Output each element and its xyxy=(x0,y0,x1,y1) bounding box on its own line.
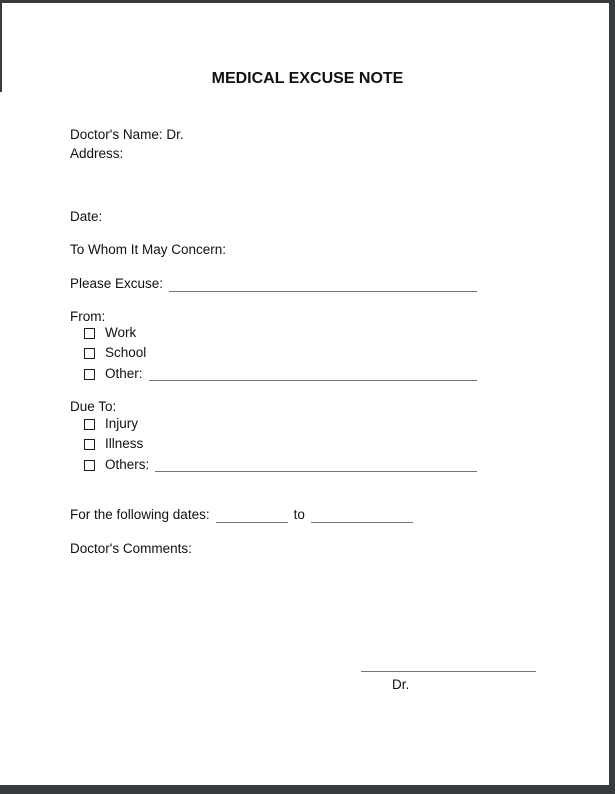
please-excuse-row xyxy=(70,276,477,292)
date-label: Date: xyxy=(70,209,103,224)
due-to-option-illness xyxy=(84,436,143,452)
address-label: Address: xyxy=(70,146,124,161)
due-to-section-label: Due To: xyxy=(70,399,117,414)
other-checkbox-label: Other: xyxy=(105,365,143,381)
document-title: MEDICAL EXCUSE NOTE xyxy=(211,70,404,87)
page-border-top xyxy=(0,0,615,3)
from-option-school xyxy=(84,345,146,361)
from-option-work xyxy=(84,325,136,341)
others-checkbox[interactable] xyxy=(84,460,95,471)
doctor-comments-label: Doctor's Comments: xyxy=(70,541,192,556)
other-blank[interactable] xyxy=(149,365,477,381)
signature-name-label: Dr. xyxy=(392,677,410,692)
from-section-label: From: xyxy=(70,309,106,324)
school-checkbox[interactable] xyxy=(84,348,95,359)
salutation: To Whom It May Concern: xyxy=(70,242,227,257)
others-checkbox-label: Others: xyxy=(105,456,150,472)
illness-checkbox-label: Illness xyxy=(105,436,144,451)
page-border-bottom xyxy=(0,785,615,794)
page-border-right xyxy=(609,0,615,794)
injury-checkbox-label: Injury xyxy=(105,416,139,431)
date-to-blank[interactable] xyxy=(311,507,413,523)
signature-blank[interactable] xyxy=(361,671,536,672)
illness-checkbox[interactable] xyxy=(84,439,95,450)
other-checkbox[interactable] xyxy=(84,369,95,380)
please-excuse-label: Please Excuse: xyxy=(70,276,164,291)
work-checkbox-label: Work xyxy=(105,325,137,340)
school-checkbox-label: School xyxy=(105,345,147,360)
please-excuse-blank[interactable] xyxy=(169,276,477,292)
date-from-blank[interactable] xyxy=(216,507,288,523)
doctor-name-line: Doctor's Name: Dr. xyxy=(70,127,184,142)
due-to-option-others xyxy=(84,456,477,473)
due-to-option-injury xyxy=(84,416,138,432)
from-option-other xyxy=(84,365,477,382)
dates-row xyxy=(70,507,413,523)
dates-prefix-label: For the following dates: xyxy=(70,507,210,522)
injury-checkbox[interactable] xyxy=(84,419,95,430)
others-blank[interactable] xyxy=(155,456,477,472)
work-checkbox[interactable] xyxy=(84,328,95,339)
dates-connector-label: to xyxy=(293,507,305,522)
